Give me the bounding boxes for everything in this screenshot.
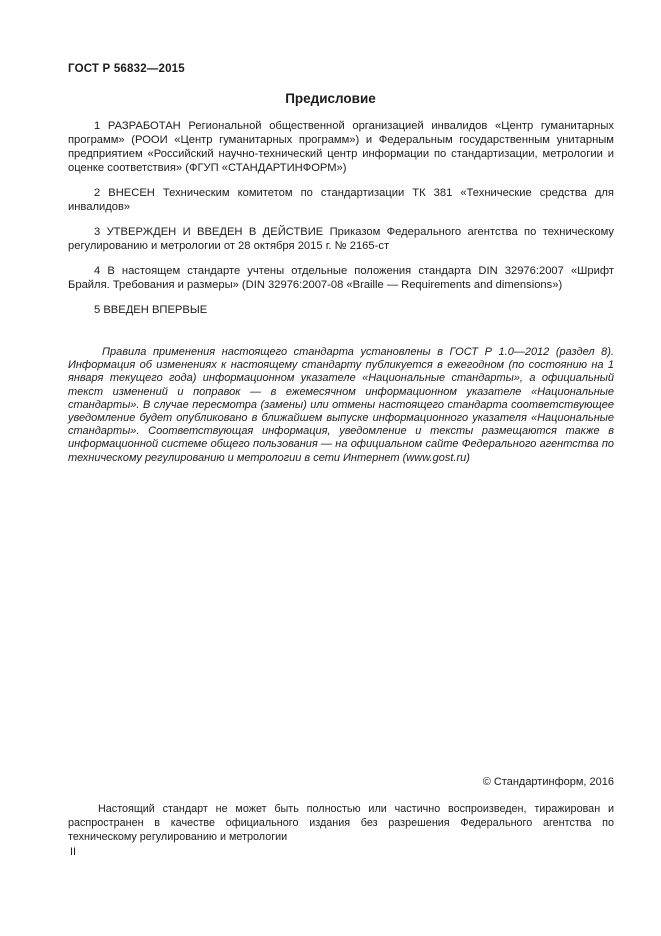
foreword-paragraph-din-reference: 4 В настоящем стандарте учтены отдельные положения стандарта DIN 32976:2007 «Шрифт Брайля. Требования и размеры» (DIN 32976:2007-08 «Braille — Requirements and dimensions») [68, 265, 614, 291]
foreword-section [68, 119, 614, 328]
foreword-paragraph-developed: 1 РАЗРАБОТАН Региональной общественной организацией инвалидов «Центр гуманитарных программ» (РООИ «Центр гуманитарных программ») и Федеральным государственным унитарным предприятием «Российский научно-технический центр информации по стандартизации, метрологии и оценке соответствия» (ФГУП «СТАНДАРТИНФОРМ») [68, 120, 614, 174]
application-rules-note: Правила применения настоящего стандарта установлены в ГОСТ Р 1.0—2012 (раздел 8). Информация об изменениях к настоящему стандарту публикуется в ежегодном (по состоянию на 1 января текущего года) информационном указателе «Национальные стандарты», а официальный текст изменений и поправок — в ежемесячном информационном указателе «Национальные стандарты». В случае пересмотра (замены) или отмены настоящего стандарта соответствующее уведомление будет опубликовано в ближайшем выпуске информационного указателя «Национальные стандарты». Соответствующая информация, уведомление и тексты размещаются также в информационной системе общего пользования — на официальном сайте Федерального агентства по техническому регулированию и метрологии в сети Интернет (www.gost.ru) [68, 346, 614, 464]
page-title: Предисловие [285, 91, 376, 106]
reproduction-restriction-note: Настоящий стандарт не может быть полностью или частично воспроизведен, тиражирован и распространен в качестве официального издания без разрешения Федерального агентства по техническому регулированию и метрологии [68, 803, 614, 843]
foreword-paragraph-submitted: 2 ВНЕСЕН Техническим комитетом по стандартизации ТК 381 «Технические средства для инвалидов» [68, 187, 614, 213]
foreword-paragraph-first-edition: 5 ВВЕДЕН ВПЕРВЫЕ [94, 304, 208, 316]
doc-number: ГОСТ Р 56832—2015 [68, 63, 185, 75]
foreword-paragraph-approved: 3 УТВЕРЖДЕН И ВВЕДЕН В ДЕЙСТВИЕ Приказом Федерального агентства по техническому регулированию и метрологии от 28 октября 2015 г. № 2165-ст [68, 226, 614, 252]
page-number: II [70, 846, 77, 858]
copyright-notice: © Стандартинформ, 2016 [482, 776, 614, 788]
